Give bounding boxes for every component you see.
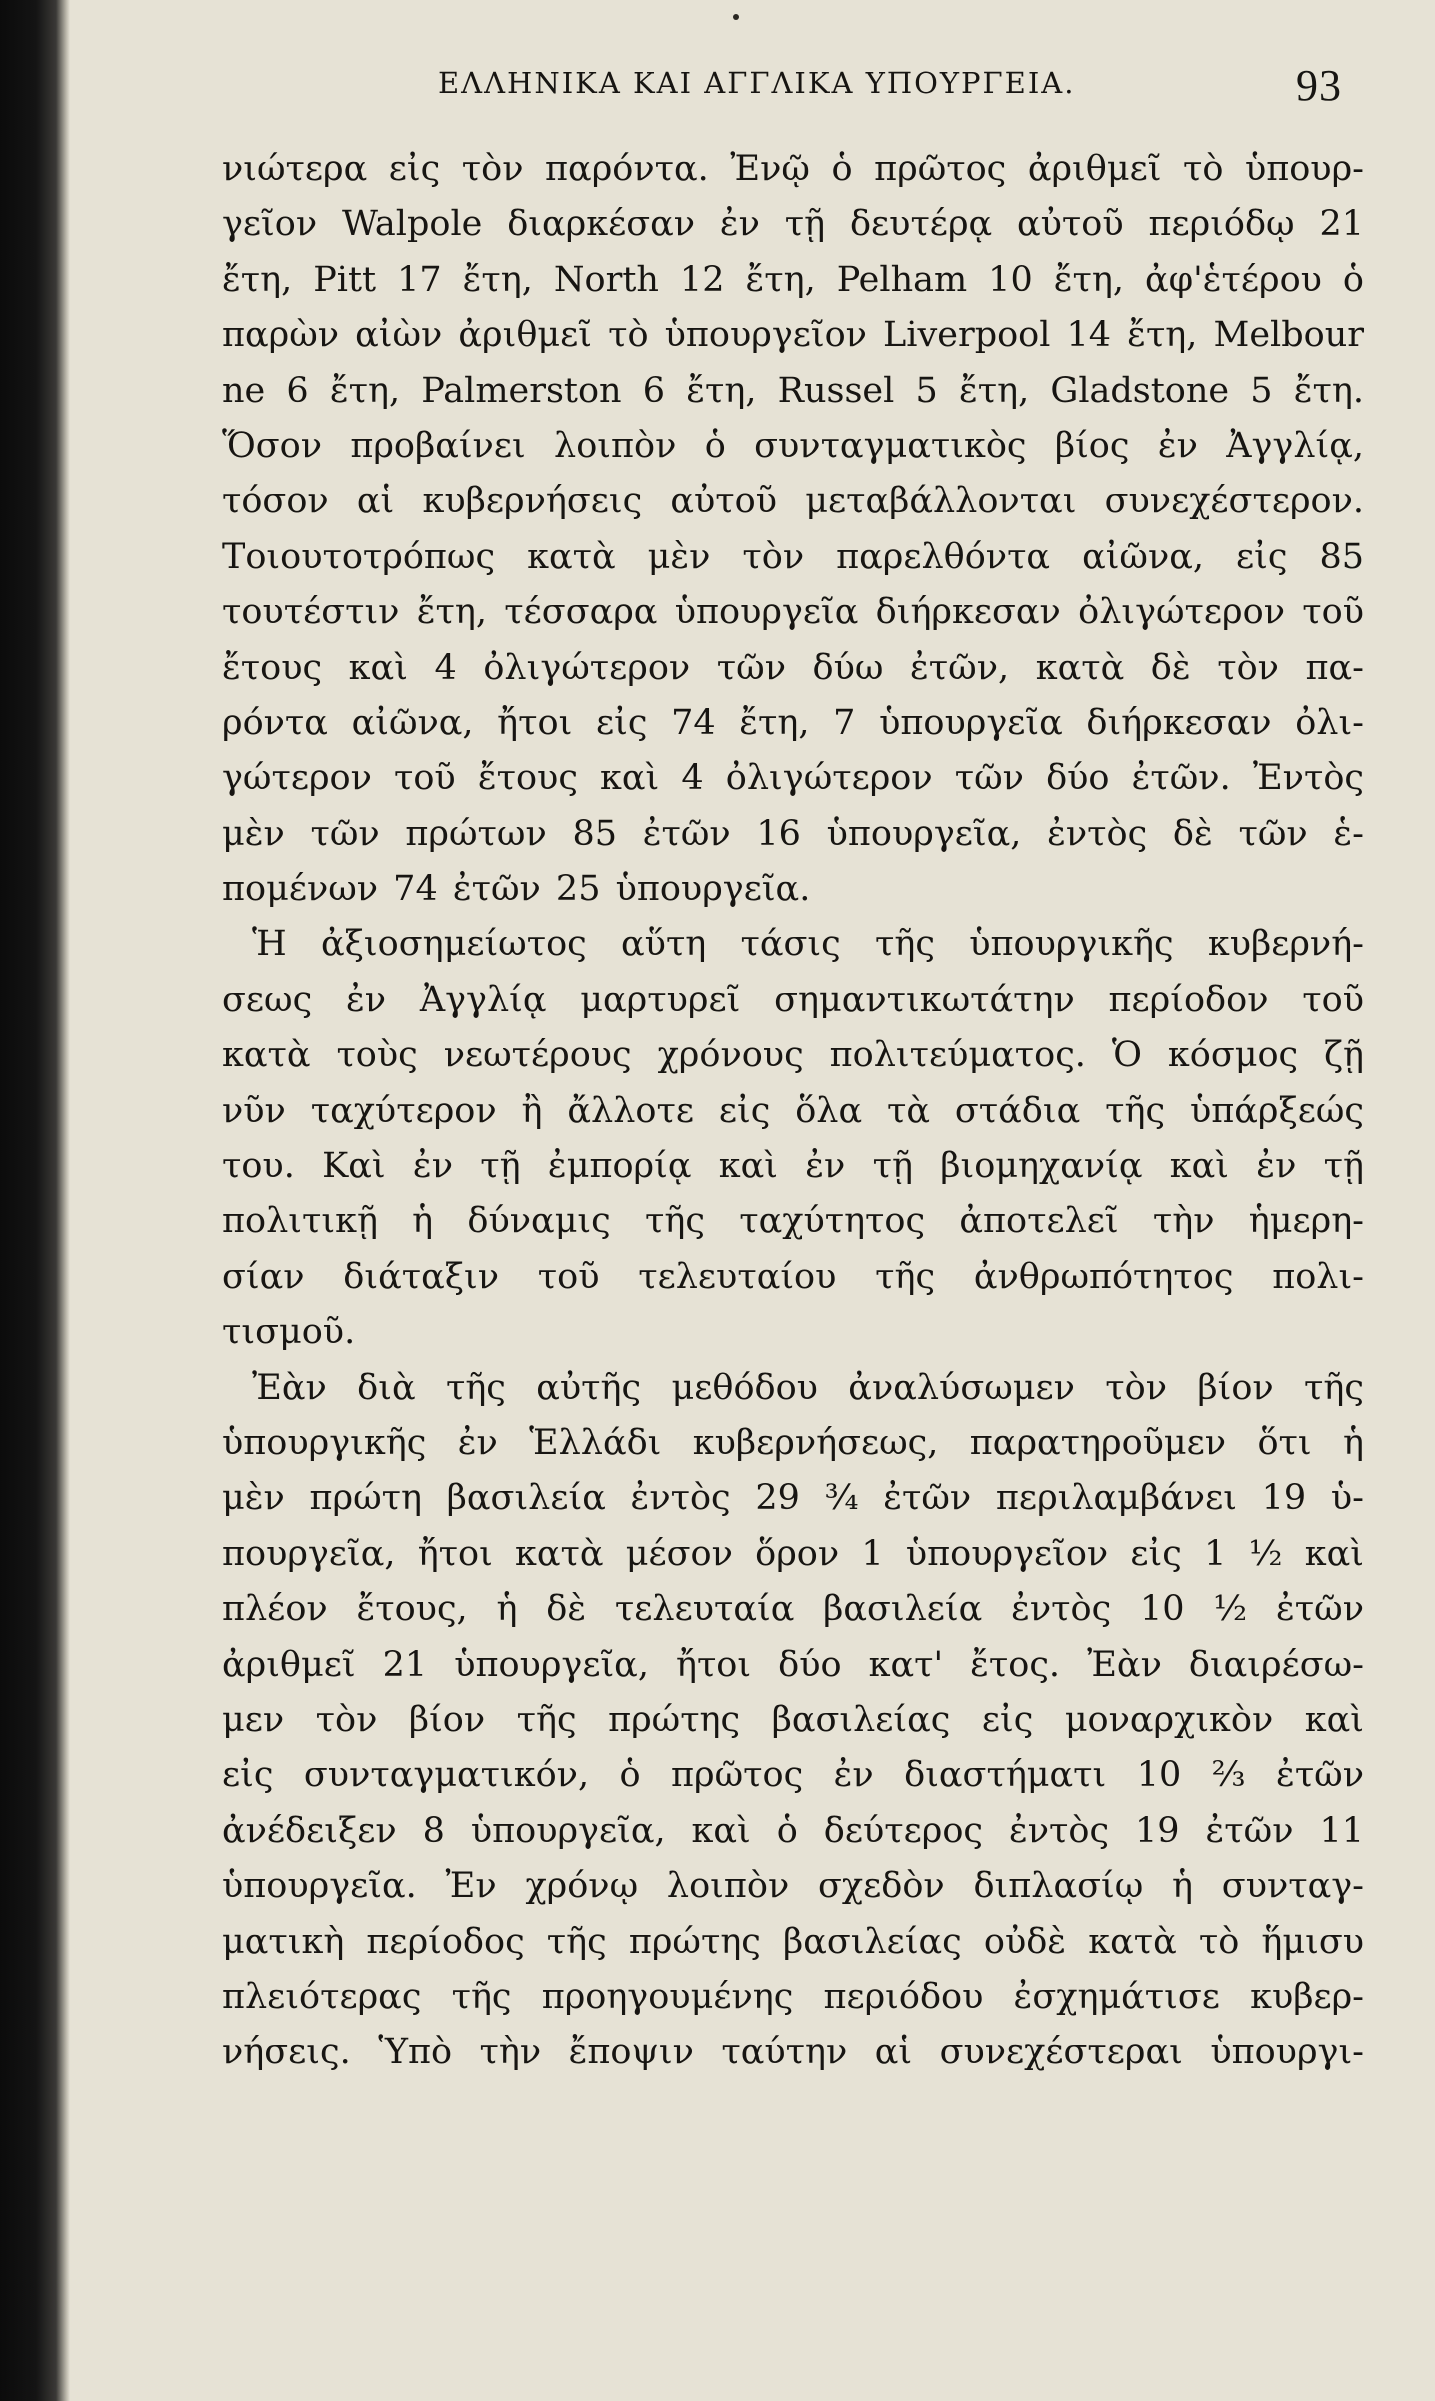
text-line: πουργεῖα, ἤτοι κατὰ μέσον ὅρον 1 ὑπουργεῖον εἰς 1 ½ καὶ xyxy=(222,1533,1364,1574)
text-line: νήσεις. Ὑπὸ τὴν ἔποψιν ταύτην αἱ συνεχέστεραι ὑπουργι- xyxy=(222,2032,1364,2073)
text-line: τισμοῦ. xyxy=(222,1312,356,1353)
text-line: μεν τὸν βίον τῆς πρώτης βασιλείας εἰς μοναρχικὸν καὶ xyxy=(222,1699,1364,1740)
text-line: νῦν ταχύτερον ἢ ἄλλοτε εἰς ὅλα τὰ στάδια τῆς ὑπάρξεώς xyxy=(222,1090,1364,1131)
text-line: ἔτους καὶ 4 ὀλιγώτερον τῶν δύω ἐτῶν, κατὰ δὲ τὸν πα- xyxy=(222,647,1364,688)
text-line: ὑπουργικῆς ἐν Ἑλλάδι κυβερνήσεως, παρατηροῦμεν ὅτι ἡ xyxy=(222,1422,1364,1463)
text-line: ἀνέδειξεν 8 ὑπουργεῖα, καὶ ὁ δεύτερος ἐντὸς 19 ἐτῶν 11 xyxy=(222,1810,1364,1851)
text-line: πλέον ἔτους, ἡ δὲ τελευταία βασιλεία ἐντὸς 10 ½ ἐτῶν xyxy=(222,1589,1364,1630)
text-line: ἀριθμεῖ 21 ὑπουργεῖα, ἤτοι δύο κατ' ἔτος. Ἐὰν διαιρέσω- xyxy=(222,1644,1364,1685)
text-line: πομένων 74 ἐτῶν 25 ὑπουργεῖα. xyxy=(222,869,811,910)
running-title: ΕΛΛΗΝΙΚΑ ΚΑΙ ΑΓΓΛΙΚΑ ΥΠΟΥΡΓΕΙΑ. xyxy=(438,66,1076,100)
text-line: σεως ἐν Ἀγγλίᾳ μαρτυρεῖ σημαντικωτάτην περίοδον τοῦ xyxy=(222,979,1364,1020)
text-line: Ἐὰν διὰ τῆς αὐτῆς μεθόδου ἀναλύσωμεν τὸν βίον τῆς xyxy=(252,1367,1364,1408)
text-line: ὑπουργεῖα. Ἐν χρόνῳ λοιπὸν σχεδὸν διπλασίῳ ἡ συνταγ- xyxy=(222,1866,1364,1907)
text-line: μὲν τῶν πρώτων 85 ἐτῶν 16 ὑπουργεῖα, ἐντὸς δὲ τῶν ἑ- xyxy=(222,813,1364,854)
text-line: μὲν πρώτη βασιλεία ἐντὸς 29 ¾ ἐτῶν περιλαμβάνει 19 ὑ- xyxy=(222,1478,1364,1519)
text-line: ματικὴ περίοδος τῆς πρώτης βασιλείας οὐδὲ κατὰ τὸ ἥμισυ xyxy=(222,1921,1364,1962)
text-line: κατὰ τοὺς νεωτέρους χρόνους πολιτεύματος. Ὁ κόσμος ζῇ xyxy=(222,1035,1364,1076)
text-line: εἰς συνταγματικόν, ὁ πρῶτος ἐν διαστήματι 10 ⅔ ἐτῶν xyxy=(222,1755,1364,1796)
text-line: πλειότερας τῆς προηγουμένης περιόδου ἐσχημάτισε κυβερ- xyxy=(222,1976,1364,2017)
text-line: τουτέστιν ἔτη, τέσσαρα ὑπουργεῖα διήρκεσαν ὀλιγώτερον τοῦ xyxy=(222,592,1364,633)
page-header xyxy=(148,60,1348,120)
text-line: γεῖον Walpole διαρκέσαν ἐν τῇ δευτέρᾳ αὐτοῦ περιόδῳ 21 xyxy=(222,204,1364,245)
text-line: ρόντα αἰῶνα, ἤτοι εἰς 74 ἔτη, 7 ὑπουργεῖα διήρκεσαν ὀλι- xyxy=(222,702,1364,743)
text-line: παρὼν αἰὼν ἀριθμεῖ τὸ ὑπουργεῖον Liverpool 14 ἔτη, Melbour xyxy=(222,315,1364,356)
text-line: ne 6 ἔτη, Palmerston 6 ἔτη, Russel 5 ἔτη, Gladstone 5 ἔτη. xyxy=(222,370,1364,411)
text-line: Ὅσον προβαίνει λοιπὸν ὁ συνταγματικὸς βίος ἐν Ἀγγλίᾳ, xyxy=(222,425,1364,466)
text-line: του. Καὶ ἐν τῇ ἐμπορίᾳ καὶ ἐν τῇ βιομηχανίᾳ καὶ ἐν τῇ xyxy=(222,1146,1364,1187)
body-text xyxy=(222,142,1364,2081)
text-line: πολιτικῇ ἡ δύναμις τῆς ταχύτητος ἀποτελεῖ τὴν ἡμερη- xyxy=(222,1201,1364,1242)
page-mark xyxy=(733,14,739,20)
page-number: 93 xyxy=(1296,61,1342,110)
text-line: τόσον αἱ κυβερνήσεις αὐτοῦ μεταβάλλονται συνεχέστερον. xyxy=(222,481,1364,522)
text-line: σίαν διάταξιν τοῦ τελευταίου τῆς ἀνθρωπότητος πολι- xyxy=(222,1256,1364,1297)
text-line: Τοιουτοτρόπως κατὰ μὲν τὸν παρελθόντα αἰῶνα, εἰς 85 xyxy=(222,536,1364,577)
text-line: ἔτη, Pitt 17 ἔτη, North 12 ἔτη, Pelham 10 ἔτη, ἀφ'ἑτέρου ὁ xyxy=(222,259,1364,300)
text-line: Ἡ ἀξιοσημείωτος αὕτη τάσις τῆς ὑπουργικῆς κυβερνή- xyxy=(252,924,1364,965)
text-line: γώτερον τοῦ ἔτους καὶ 4 ὀλιγώτερον τῶν δύο ἐτῶν. Ἐντὸς xyxy=(222,758,1364,799)
book-binding-edge xyxy=(0,0,70,2401)
text-line: νιώτερα εἰς τὸν παρόντα. Ἐνῷ ὁ πρῶτος ἀριθμεῖ τὸ ὑπουρ- xyxy=(222,149,1364,189)
